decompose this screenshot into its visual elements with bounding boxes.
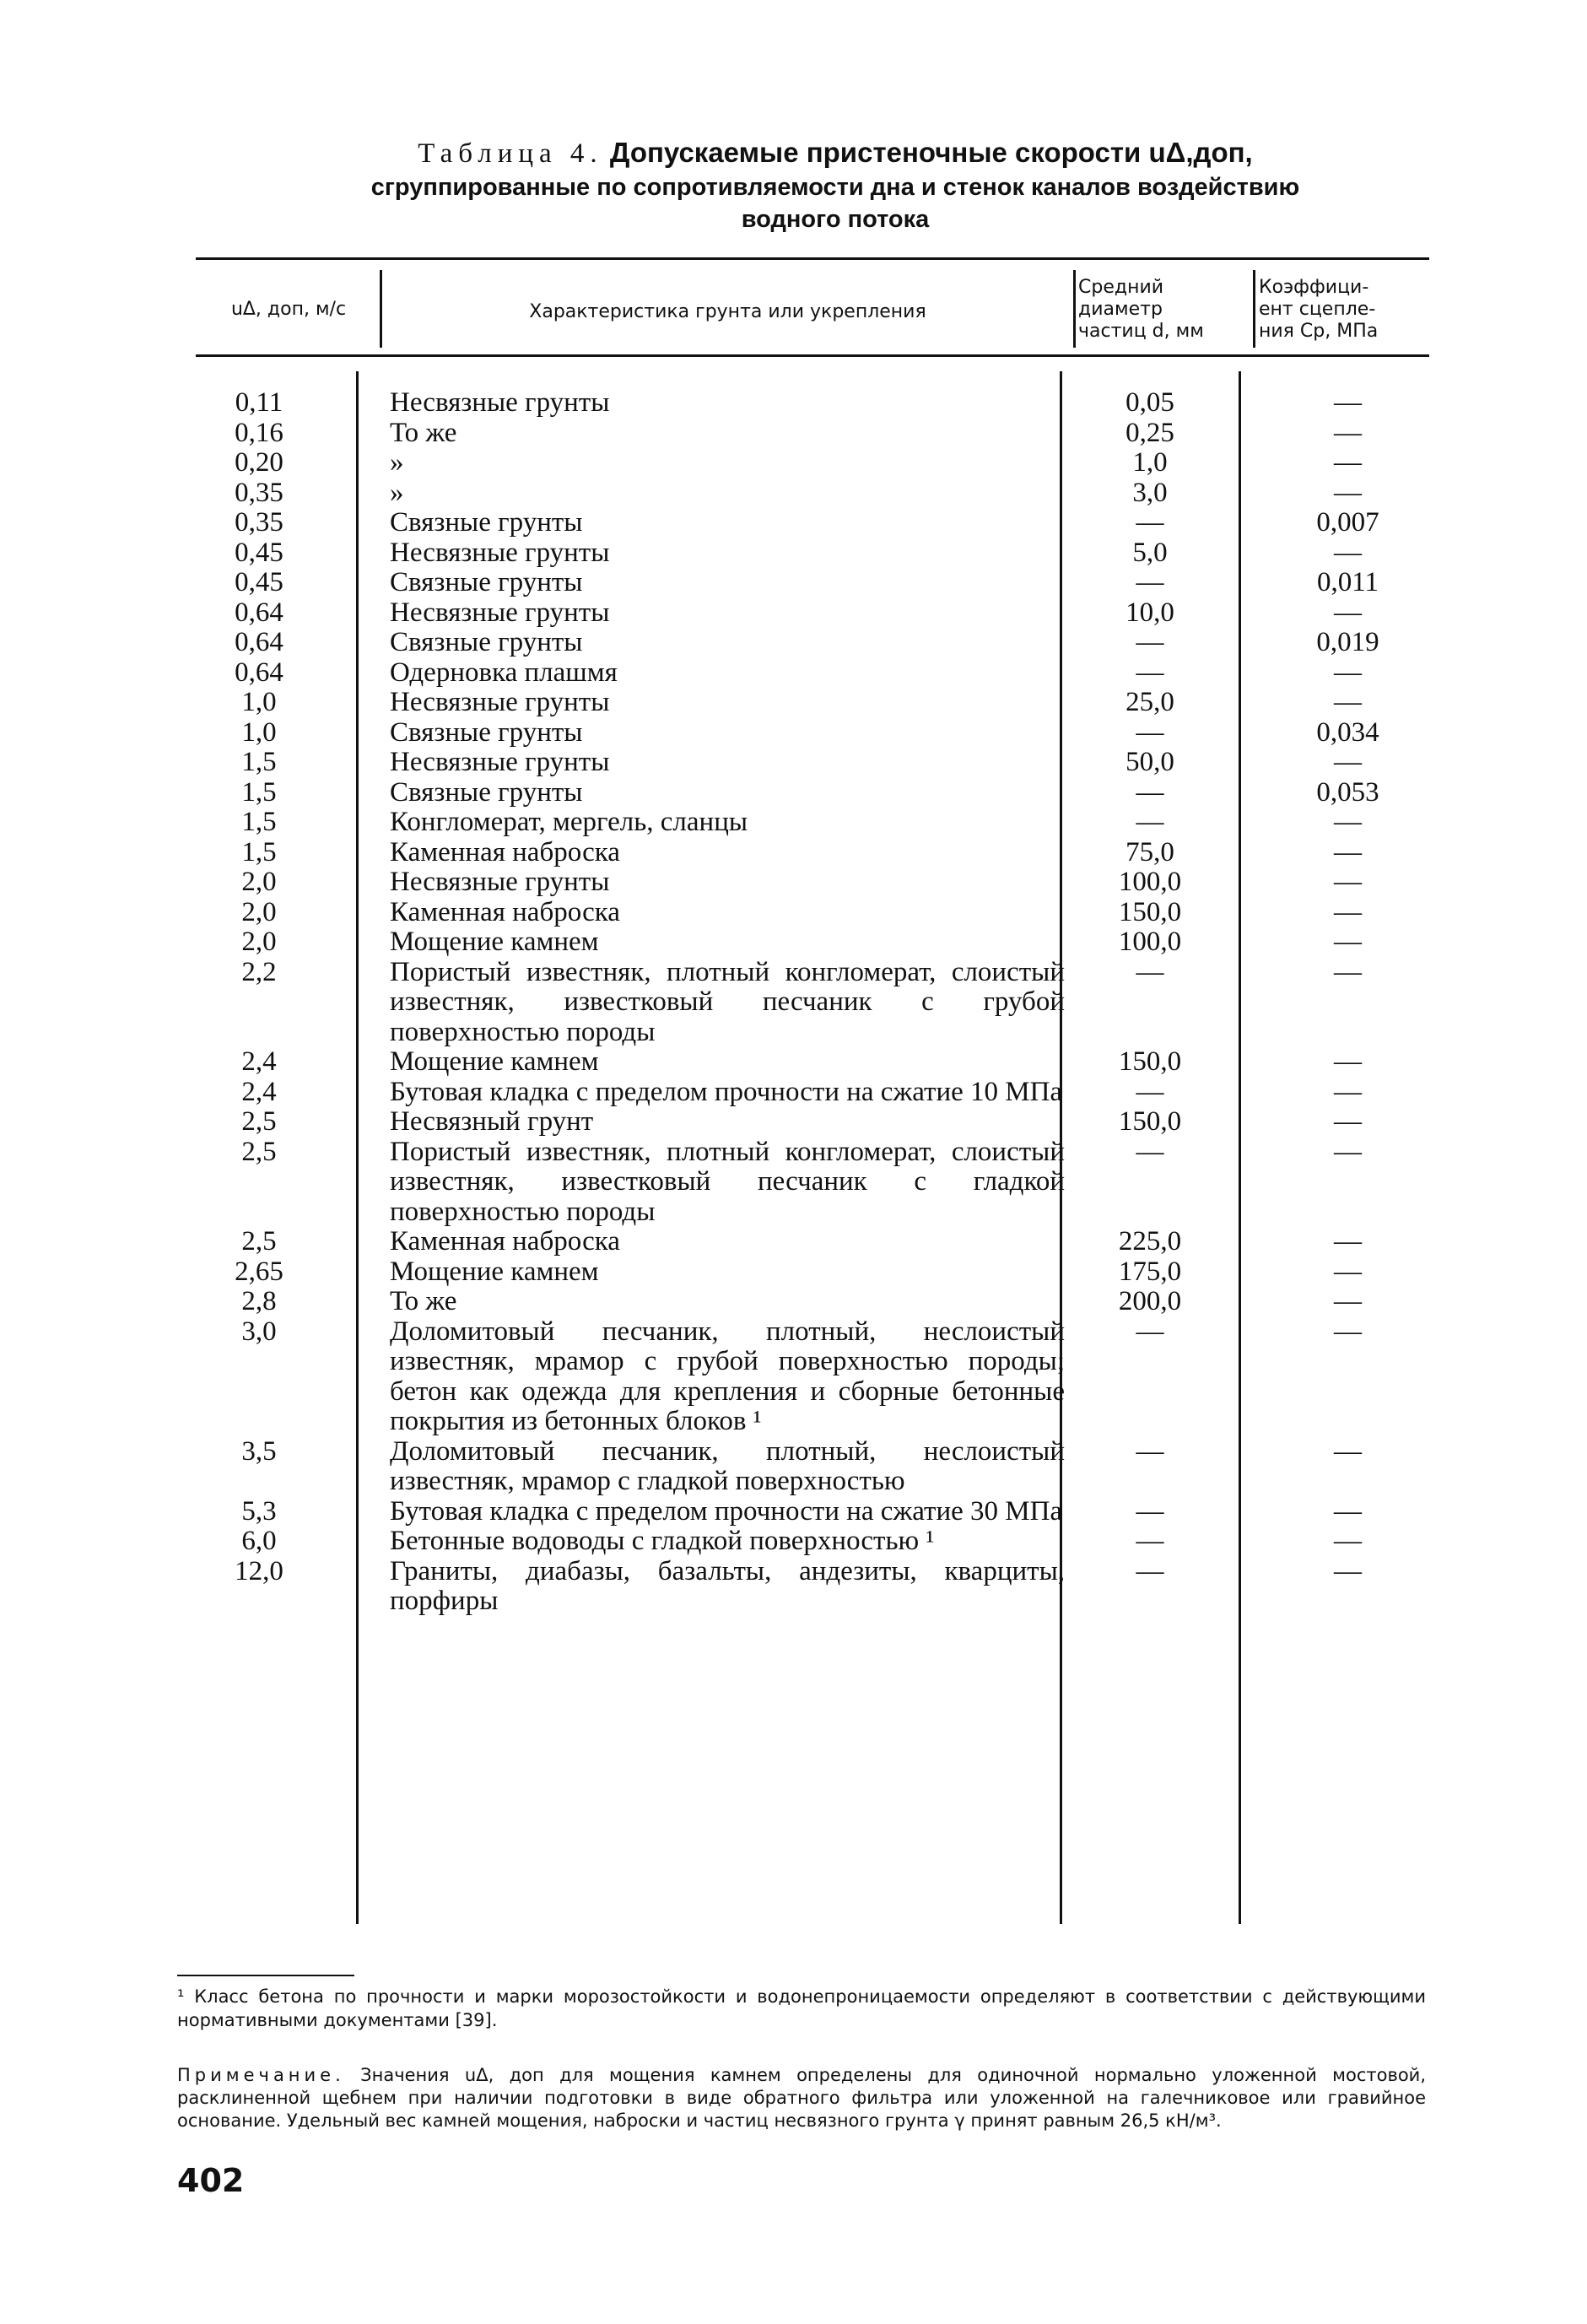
- table-row-diameter: 5,0: [1132, 537, 1168, 568]
- table-row-cohesion: —: [1334, 417, 1362, 448]
- table-row-diameter: —: [1136, 807, 1164, 837]
- table-row-speed: 1,5: [241, 776, 277, 808]
- table-row-diameter: 1,0: [1132, 447, 1168, 478]
- table-row-characteristic: Несвязные грунты: [390, 867, 610, 897]
- table-row-diameter: 150,0: [1118, 1046, 1182, 1077]
- header-cohesion: [1259, 277, 1432, 343]
- table-row-speed: 3,0: [241, 1316, 277, 1347]
- header-diameter-line1: Средний: [1078, 277, 1164, 298]
- table-row-characteristic: Каменная наброска: [390, 1226, 620, 1257]
- table-row-speed: 2,65: [235, 1256, 283, 1287]
- table-row-speed: 0,16: [235, 417, 283, 448]
- table-row-characteristic: Пористый известняк, плотный конгломерат, слоистый известняк, известковый песчаник с грубой поверхностью породы: [390, 956, 1065, 1047]
- table-title: [245, 135, 1426, 235]
- page-number: 402: [177, 2162, 245, 2199]
- table-row-characteristic: Несвязные грунты: [390, 537, 610, 568]
- header-characteristic: [384, 301, 1071, 323]
- table-row-speed: 0,64: [235, 657, 283, 688]
- table-row-speed: 1,5: [241, 807, 277, 837]
- table-row-speed: 0,45: [235, 537, 283, 568]
- header-cohesion-line2: ент сцепле-: [1259, 299, 1376, 320]
- table-row-speed: 2,4: [241, 1046, 277, 1077]
- table-row-diameter: —: [1136, 1076, 1164, 1107]
- table-row-cohesion: —: [1334, 1316, 1362, 1347]
- table-row-cohesion: —: [1334, 927, 1362, 957]
- table-row-cohesion: —: [1334, 1136, 1362, 1167]
- table-row-diameter: —: [1136, 1555, 1164, 1586]
- table-row-diameter: 75,0: [1125, 836, 1174, 867]
- table-row-cohesion: —: [1334, 1526, 1362, 1556]
- table-row-cohesion: —: [1334, 896, 1362, 927]
- table-row-characteristic: Несвязные грунты: [390, 597, 610, 628]
- table-row-diameter: 50,0: [1125, 747, 1174, 777]
- table-row-diameter: —: [1136, 1495, 1164, 1527]
- table-title-line3: водного потока: [741, 206, 930, 233]
- table-row-diameter: —: [1136, 1435, 1164, 1467]
- table-row-speed: 1,0: [241, 716, 277, 748]
- table-row-characteristic: Одерновка плашмя: [390, 657, 618, 688]
- table-row-speed: 1,0: [241, 687, 277, 717]
- table-row-speed: 0,20: [235, 447, 283, 478]
- table-row-cohesion: —: [1334, 807, 1362, 837]
- table-row-diameter: —: [1136, 627, 1164, 657]
- table-row-cohesion: —: [1334, 1076, 1362, 1107]
- table-row-characteristic: Несвязный грунт: [390, 1106, 594, 1137]
- note-text: Значения uΔ, доп для мощения камнем определены для одиночной нормально уложенной мостовой, расклиненной щебнем при наличии подготовки в виде обратного фильтра или уложенной на галечниковое или гравийное основание. Удельный вес камней мощения, наброски и частиц несвязного грунта γ принят равным 26,5 кН/м³.: [177, 2065, 1426, 2131]
- table-row-cohesion: 0,034: [1316, 716, 1379, 748]
- table-row-cohesion: 0,053: [1316, 776, 1379, 808]
- table-row-characteristic: То же: [390, 1286, 457, 1316]
- table-row-characteristic: »: [390, 477, 404, 508]
- table-row-diameter: 100,0: [1118, 867, 1182, 897]
- table-row-diameter: —: [1136, 716, 1164, 748]
- table-row-diameter: 0,05: [1125, 387, 1174, 418]
- table-row-diameter: 225,0: [1118, 1226, 1182, 1257]
- table-row-speed: 2,0: [241, 896, 277, 927]
- table-row-diameter: 3,0: [1132, 477, 1168, 508]
- table-row-speed: 2,5: [241, 1136, 277, 1167]
- header-divider-3: [1253, 270, 1255, 348]
- table-row-diameter: —: [1136, 507, 1164, 538]
- table-row-speed: 0,45: [235, 567, 283, 597]
- table-row-diameter: 200,0: [1118, 1286, 1182, 1316]
- header-cohesion-line3: ния Cp, МПа: [1259, 321, 1379, 342]
- table-row-diameter: 10,0: [1125, 597, 1174, 628]
- table-row-speed: 2,8: [241, 1286, 277, 1316]
- table-row-characteristic: Бутовая кладка с пределом прочности на сжатие 10 МПа: [390, 1076, 1063, 1107]
- table-row-diameter: —: [1136, 1316, 1164, 1347]
- table-row-characteristic: »: [390, 447, 404, 478]
- table-row-speed: 1,5: [241, 747, 277, 777]
- note-label: Примечание.: [177, 2065, 345, 2085]
- table-row-characteristic: Доломитовый песчаник, плотный, неслоистый известняк, мрамор с грубой поверхностью породы; бетон как одежда для крепления и сборные бетонные покрытия из бетонных блоков ¹: [390, 1316, 1065, 1436]
- table-row-diameter: —: [1136, 567, 1164, 597]
- table-row-diameter: —: [1136, 1526, 1164, 1556]
- table-row-diameter: 100,0: [1118, 927, 1182, 957]
- table-row-cohesion: —: [1334, 477, 1362, 508]
- header-speed-text: uΔ, доп, м/с: [230, 299, 347, 320]
- header-characteristic-text: Характеристика грунта или укрепления: [529, 301, 926, 322]
- table-row-speed: 2,0: [241, 927, 277, 957]
- header-diameter-line3: частиц d, мм: [1078, 321, 1204, 342]
- table-row-cohesion: 0,011: [1316, 567, 1379, 597]
- table-row-cohesion: —: [1334, 1495, 1362, 1527]
- header-cohesion-line1: Коэффици-: [1259, 277, 1369, 298]
- table-row-characteristic: Мощение камнем: [390, 927, 599, 957]
- table-row-cohesion: —: [1334, 447, 1362, 478]
- table-row-speed: 2,2: [241, 956, 277, 987]
- table-row-diameter: 0,25: [1125, 417, 1174, 448]
- table-row-cohesion: —: [1334, 747, 1362, 777]
- table-row-speed: 2,4: [241, 1076, 277, 1107]
- table-row-cohesion: —: [1334, 1226, 1362, 1257]
- body-divider-1: [356, 371, 359, 1924]
- table-row-cohesion: —: [1334, 1286, 1362, 1316]
- column-speed: [196, 388, 322, 1617]
- table-row-cohesion: —: [1334, 867, 1362, 897]
- table-header-rule: [196, 354, 1429, 357]
- table-row-characteristic: Несвязные грунты: [390, 387, 610, 418]
- header-diameter-line2: диаметр: [1078, 299, 1163, 320]
- table-row-characteristic: То же: [390, 417, 457, 448]
- table-row-cohesion: —: [1334, 1435, 1362, 1467]
- header-divider-1: [380, 270, 382, 348]
- table-row-characteristic: Каменная наброска: [390, 896, 620, 927]
- table-row-cohesion: 0,007: [1316, 507, 1379, 538]
- table-row-cohesion: —: [1334, 956, 1362, 987]
- column-characteristic: [390, 388, 1065, 1617]
- table-row-characteristic: Связные грунты: [390, 716, 583, 748]
- table-row-cohesion: —: [1334, 1256, 1362, 1287]
- table-row-cohesion: —: [1334, 657, 1362, 688]
- table-row-cohesion: 0,019: [1316, 627, 1379, 657]
- table-row-speed: 0,11: [235, 387, 283, 418]
- header-divider-2: [1073, 270, 1076, 348]
- footnote-rule: [177, 1975, 354, 1976]
- table-row-characteristic: Связные грунты: [390, 567, 583, 597]
- table-row-diameter: —: [1136, 776, 1164, 808]
- table-row-speed: 2,5: [241, 1106, 277, 1137]
- table-row-speed: 0,35: [235, 477, 283, 508]
- table-row-diameter: 150,0: [1118, 896, 1182, 927]
- table-row-characteristic: Бетонные водоводы с гладкой поверхностью ¹: [390, 1526, 935, 1556]
- table-row-cohesion: —: [1334, 597, 1362, 628]
- column-cohesion: [1261, 388, 1434, 1617]
- table-row-speed: 6,0: [241, 1526, 277, 1556]
- table-row-characteristic: Мощение камнем: [390, 1046, 599, 1077]
- table-row-diameter: —: [1136, 657, 1164, 688]
- table-row-characteristic: Доломитовый песчаник, плотный, неслоистый известняк, мрамор с гладкой поверхностью: [390, 1435, 1065, 1496]
- table-row-characteristic: Граниты, диабазы, базальты, андезиты, кварциты, порфиры: [390, 1555, 1065, 1616]
- table-row-cohesion: —: [1334, 537, 1362, 568]
- table-row-speed: 12,0: [235, 1555, 283, 1586]
- table-top-rule: [196, 257, 1429, 260]
- table-row-characteristic: Связные грунты: [390, 776, 583, 808]
- note: [177, 2064, 1426, 2132]
- table-row-characteristic: Каменная наброска: [390, 836, 620, 867]
- header-diameter: [1078, 277, 1247, 343]
- table-caption-label: Таблица 4.: [418, 138, 603, 169]
- table-row-diameter: 150,0: [1118, 1106, 1182, 1137]
- table-row-characteristic: Несвязные грунты: [390, 747, 610, 777]
- table-row-cohesion: —: [1334, 1106, 1362, 1137]
- table-row-characteristic: Связные грунты: [390, 507, 583, 538]
- body-divider-3: [1239, 371, 1241, 1924]
- table-row-characteristic: Пористый известняк, плотный конгломерат, слоистый известняк, известковый песчаник с гладкой поверхностью породы: [390, 1136, 1065, 1227]
- column-diameter: [1078, 388, 1222, 1617]
- table-row-speed: 2,5: [241, 1226, 277, 1257]
- table-row-diameter: 25,0: [1125, 687, 1174, 717]
- table-row-characteristic: Бутовая кладка с пределом прочности на сжатие 30 МПа: [390, 1495, 1063, 1527]
- table-row-characteristic: Несвязные грунты: [390, 687, 610, 717]
- table-row-cohesion: —: [1334, 687, 1362, 717]
- table-row-diameter: —: [1136, 1136, 1164, 1167]
- table-row-diameter: —: [1136, 956, 1164, 987]
- table-title-line1: Допускаемые пристеночные скорости uΔ,доп,: [609, 137, 1253, 168]
- table-row-characteristic: Связные грунты: [390, 627, 583, 657]
- table-row-speed: 0,35: [235, 507, 283, 538]
- table-row-characteristic: Мощение камнем: [390, 1256, 599, 1287]
- table-row-speed: 2,0: [241, 867, 277, 897]
- footnote: ¹ Класс бетона по прочности и марки морозостойкости и водонепроницаемости определяют в соответствии с действующими нормативными документами [39].: [177, 1986, 1426, 2030]
- table-row-cohesion: —: [1334, 1555, 1362, 1586]
- table-row-cohesion: —: [1334, 836, 1362, 867]
- table-row-diameter: 175,0: [1118, 1256, 1182, 1287]
- table-row-speed: 3,5: [241, 1435, 277, 1467]
- table-row-speed: 5,3: [241, 1495, 277, 1527]
- table-row-cohesion: —: [1334, 387, 1362, 418]
- table-row-cohesion: —: [1334, 1046, 1362, 1077]
- table-row-speed: 0,64: [235, 597, 283, 628]
- table-row-speed: 1,5: [241, 836, 277, 867]
- table-title-line2: сгруппированные по сопротивляемости дна и стенок каналов воздействию: [370, 174, 1300, 201]
- table-row-characteristic: Конгломерат, мергель, сланцы: [390, 807, 748, 837]
- header-speed: [199, 299, 378, 321]
- table-row-speed: 0,64: [235, 627, 283, 657]
